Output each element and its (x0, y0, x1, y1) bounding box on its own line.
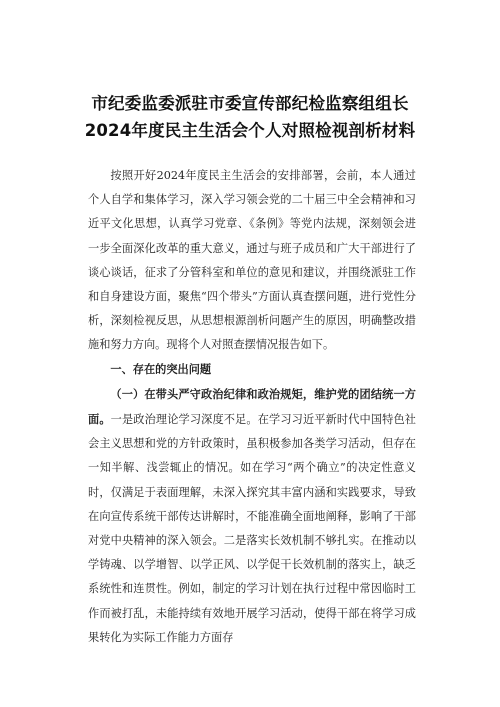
subsection-heading: （一）在带头严守政治纪律和政治规矩，维护党的团结统一方面。 (88, 386, 416, 427)
document-title-line1: 市纪委监委派驻市委宣传部纪检监察组组长 (91, 94, 409, 113)
document-body (88, 164, 416, 650)
subsection-body: 一是政治理论学习深度不足。在学习习近平新时代中国特色社会主义思想和党的方针政策时，虽积极参加各类学习活动，但存在一知半解、浅尝辄止的情况。如在学习“两个确立”的决定性意义时，仅满足于表面理解，未深入探究其丰富内涵和实践要求，导致在向宣传系统干部传达讲解时，不能准确全面地阐释，影响了干部对党中央精神的深入领会。二是落实长效机制不够扎实。在推动以学铸魂、以学增智、以学正风、以学促干长效机制的落实上，缺乏系统性和连贯性。例如，制定的学习计划在执行过程中常因临时工作而被打乱，未能持续有效地开展学习活动，使得干部在将学习成果转化为实际工作能力方面存 (88, 413, 416, 644)
subsection-paragraph (88, 382, 416, 650)
document-title-line2: 2024年度民主生活会个人对照检视剖析材料 (84, 121, 416, 140)
section-heading: 一、存在的突出问题 (110, 362, 212, 376)
intro-paragraph: 按照开好2024年度民主生活会的安排部署，会前，本人通过个人自学和集体学习，深入学习领会党的二十届三中全会精神和习近平文化思想，认真学习党章、《条例》等党内法规，深刻领会进一步全面深化改革的重大意义，通过与班子成员和广大干部进行了谈心谈话，征求了分管科室和单位的意见和建议，并围绕派驻工作和自身建设方面，聚焦“四个带头”方面认真查摆问题，进行党性分析，深刻检视反思，从思想根源剖析问题产生的原因，明确整改措施和努力方向。现将个人对照查摆情况报告如下。 (88, 169, 416, 352)
